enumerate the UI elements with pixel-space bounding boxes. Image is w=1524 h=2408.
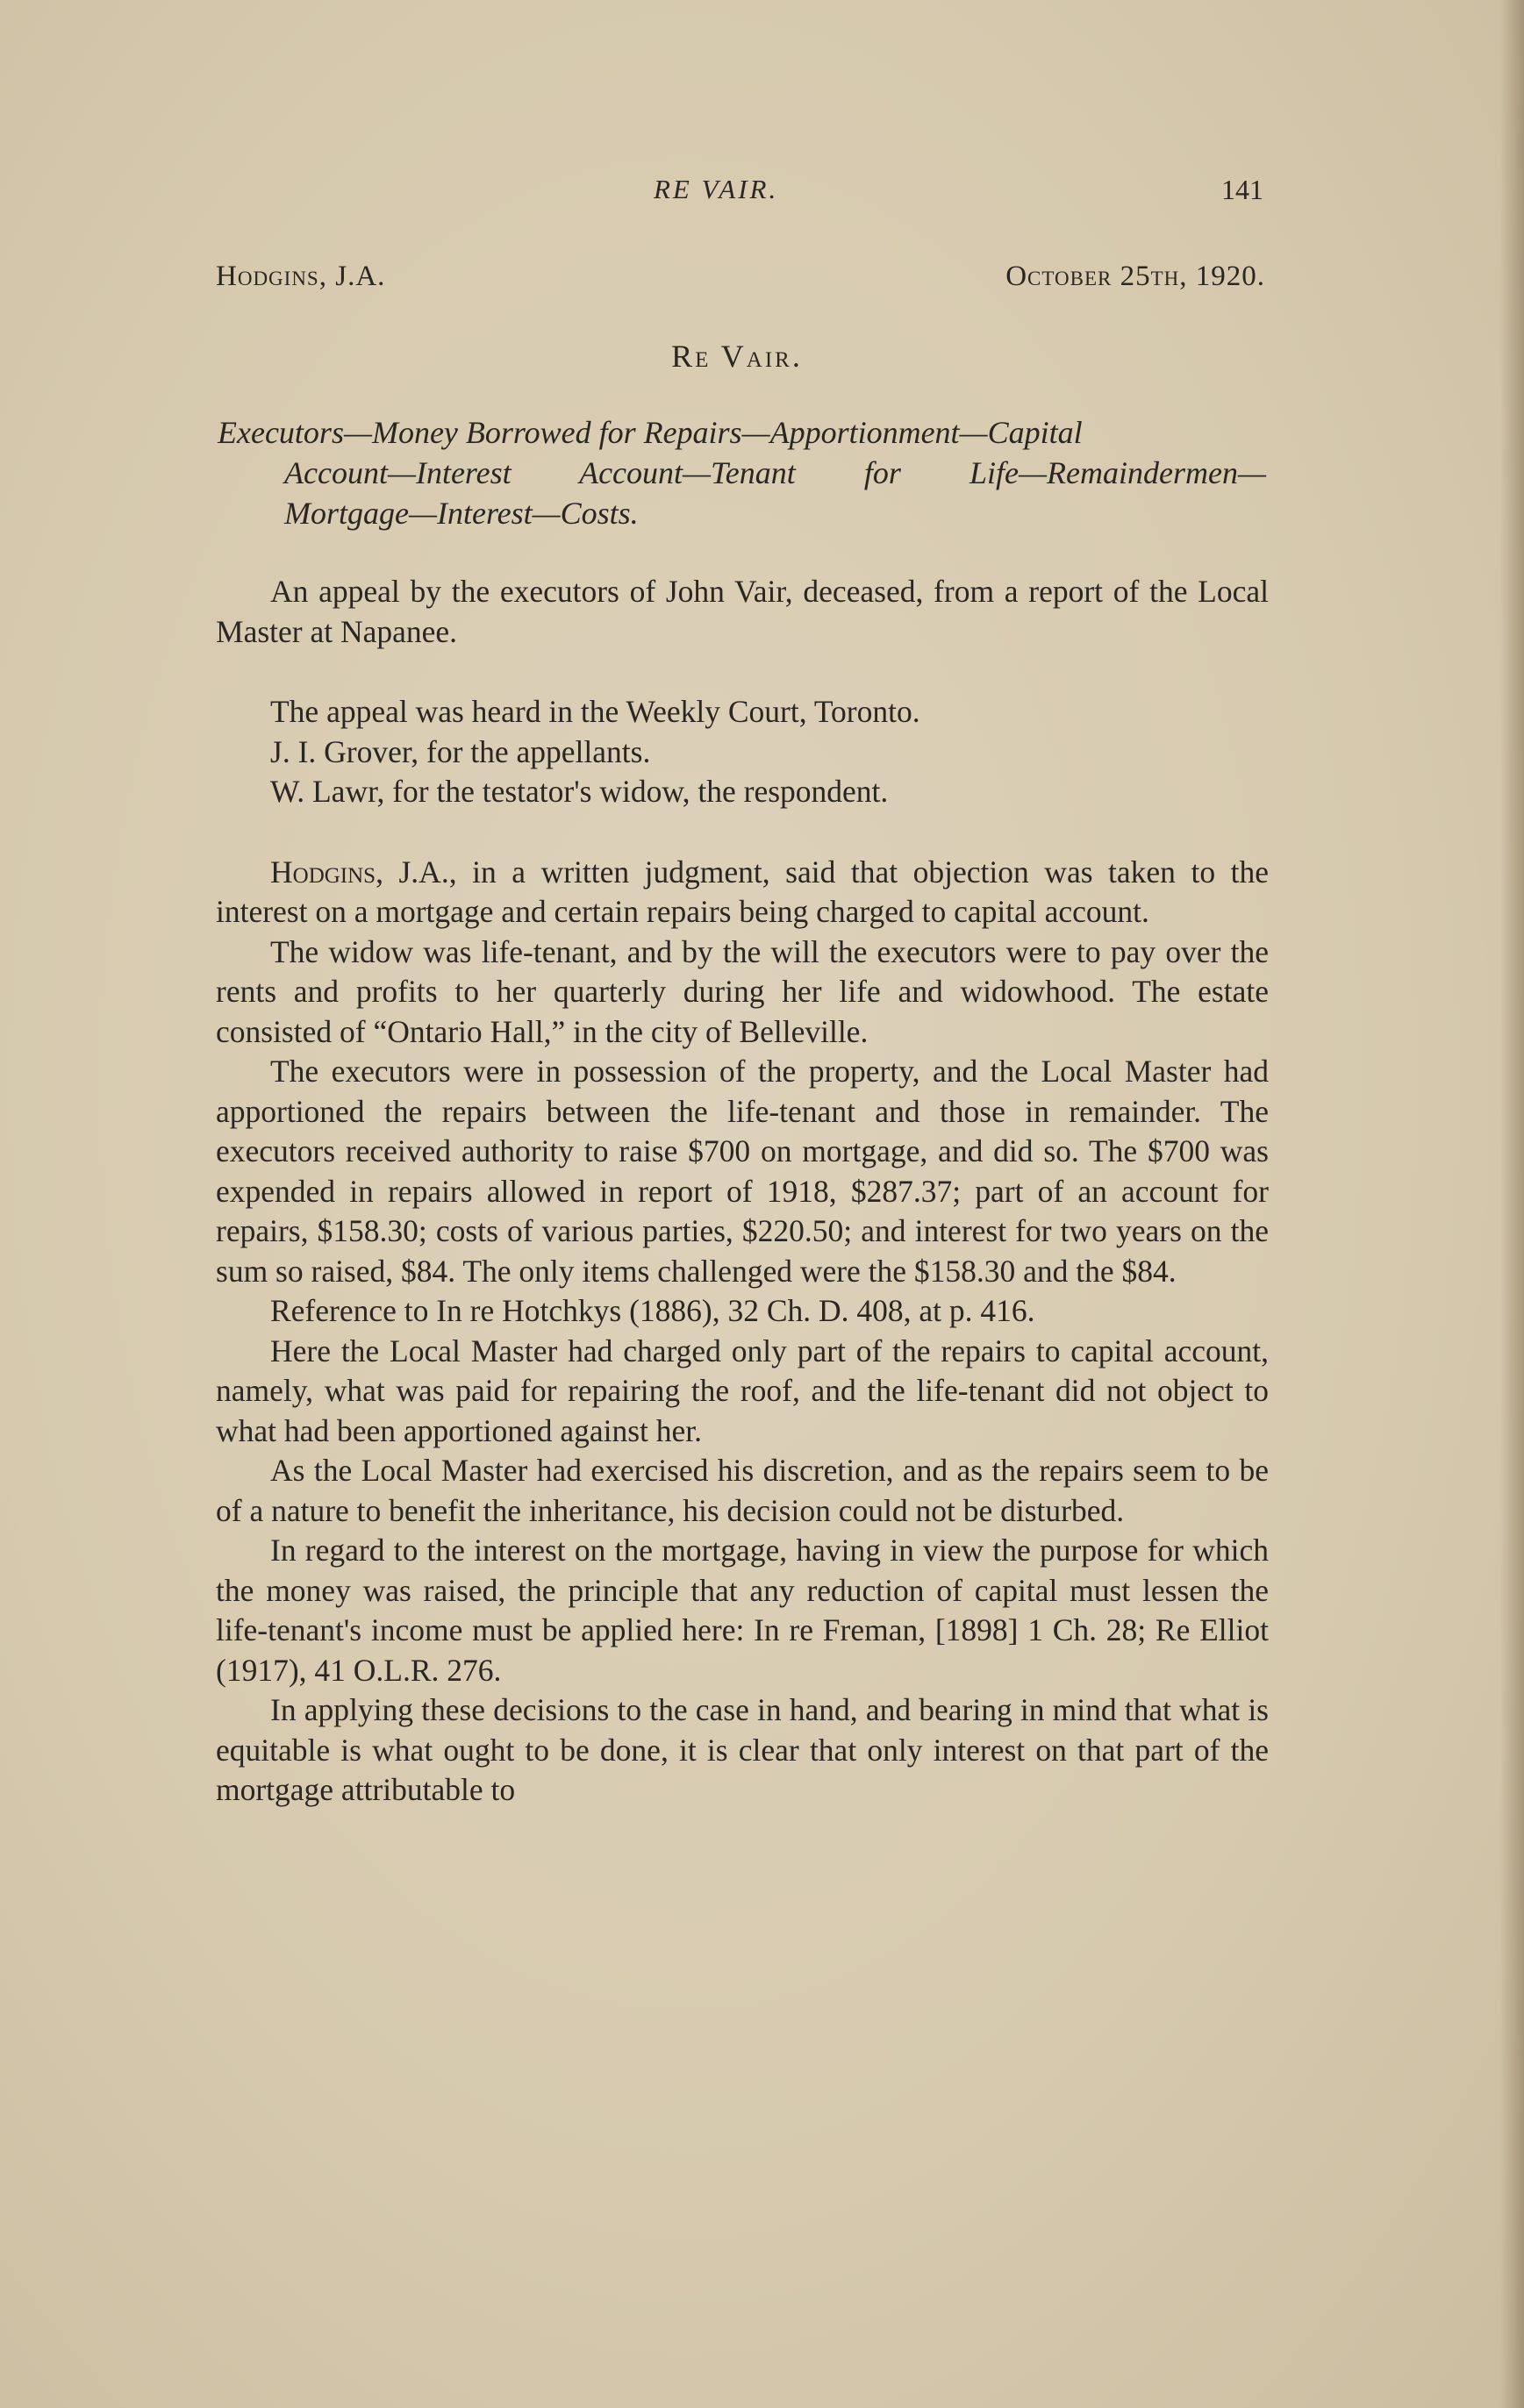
paragraph-reference: Reference to In re Hotchkys (1886), 32 Ch. D. 408, at p. 416. xyxy=(270,1293,1035,1328)
headnote-line-3: Mortgage—Interest—Costs. xyxy=(284,496,639,531)
judge-name: Hodgins, J.A. xyxy=(216,261,386,292)
headnote-line-1: Executors—Money Borrowed for Repairs—Apportionment—Capital xyxy=(218,415,1083,450)
judgment-paragraph xyxy=(216,853,1269,932)
intro-paragraph: An appeal by the executors of John Vair, deceased, from a report of the Local Master at Napanee. xyxy=(216,574,1269,649)
hearing-paragraph: The appeal was heard in the Weekly Court, Toronto. xyxy=(270,694,920,729)
paragraph-local-master: Here the Local Master had charged only part of the repairs to capital account, namely, what was paid for repairing the roof, and the life-tenant did not object to what had been apportioned against her. xyxy=(216,1333,1269,1448)
judgment-judge-name: Hodgins, J.A. xyxy=(270,854,449,890)
paragraph-executors: The executors were in possession of the property, and the Local Master had apportioned the repairs between the life-tenant and those in remainder. The executors received authority to raise $700 on mortgage, and did so. The $700 was expended in repairs allowed in report of 1918, $287.37; part of an account for repairs, $158.30; costs of various parties, $220.50; and interest for two years on the sum so raised, $84. The only items challenged were the $158.30 and the $84. xyxy=(216,1054,1269,1289)
running-head-title: RE VAIR. xyxy=(654,174,779,204)
headnote-line-2: Account—Interest Account—Tenant for Life—Remaindermen— xyxy=(284,455,1266,490)
paragraph-applying: In applying these decisions to the case in hand, and bearing in mind that what is equitable is what ought to be done, it is clear that only interest on that part of the mortgage attributable to xyxy=(216,1692,1269,1807)
paragraph-interest: In regard to the interest on the mortgage, having in view the purpose for which the money was raised, the principle that any reduction of capital must lessen the life-tenant's income must be applied here: In re Freman, [1898] 1 Ch. 28; Re Elliot (1917), 41 O.L.R. 276. xyxy=(216,1533,1269,1688)
headnote xyxy=(218,412,1266,533)
paragraph-discretion: As the Local Master had exercised his discretion, and as the repairs seem to be of a nature to benefit the inheritance, his decision could not be disturbed. xyxy=(216,1453,1269,1528)
running-head xyxy=(211,174,1263,218)
paragraph-widow: The widow was life-tenant, and by the will the executors were to pay over the rents and profits to her quarterly during her life and widowhood. The estate consisted of “Ontario Hall,” in the city of Belleville. xyxy=(216,933,1269,1049)
page-number: 141 xyxy=(1221,174,1263,205)
case-title: Re Vair. xyxy=(671,339,803,374)
judgment-paragraph-text: , in a written judgment, said that objection was taken to the interest on a mortgage and certain repairs being charged to capital account. xyxy=(216,854,1269,929)
counsel-appellants: J. I. Grover, for the appellants. xyxy=(270,733,651,769)
page-edge-shadow xyxy=(1499,0,1524,2408)
counsel-respondent: W. Lawr, for the testator's widow, the respondent. xyxy=(270,774,889,809)
judgment-body xyxy=(216,572,1269,1811)
court-line xyxy=(216,261,1265,304)
judgment-date: October 25th, 1920. xyxy=(1005,261,1265,292)
